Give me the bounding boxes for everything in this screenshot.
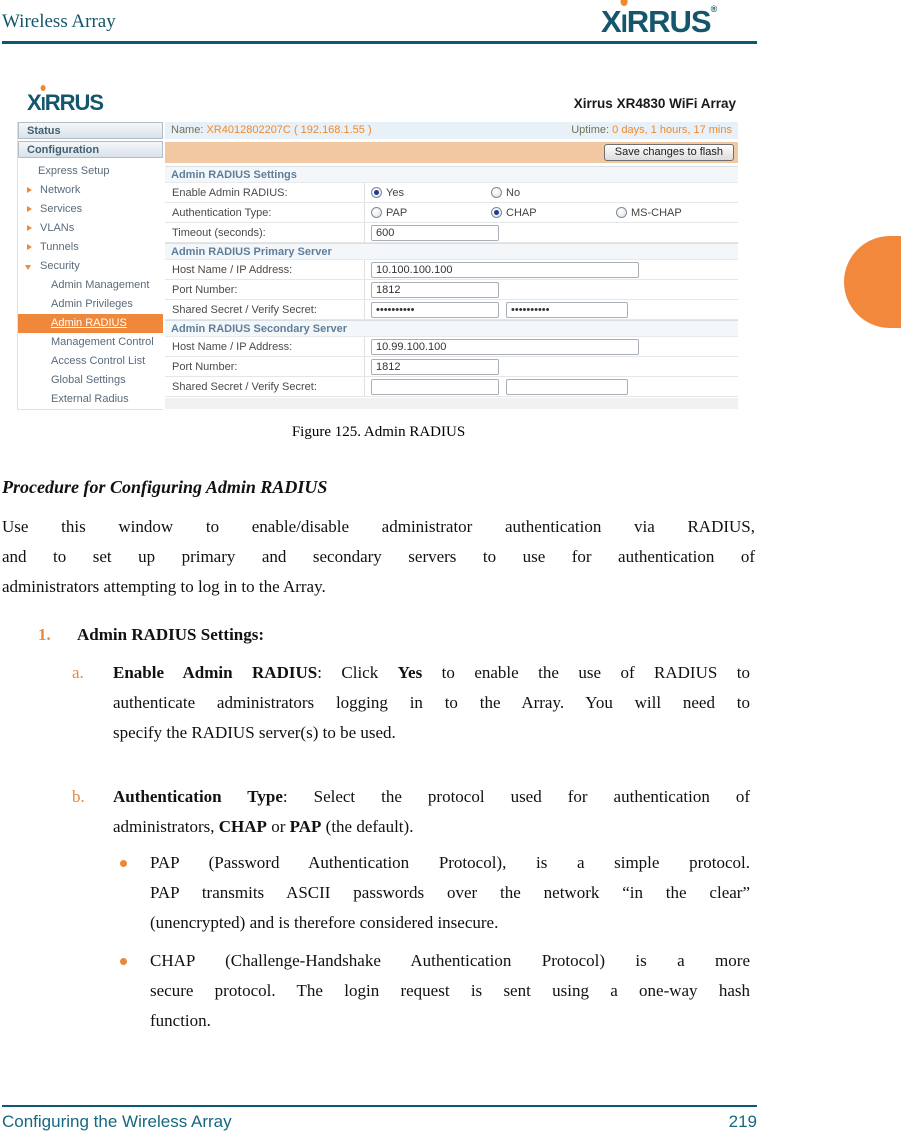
text-line [113, 812, 750, 842]
sidebar-item-label: Security [40, 260, 80, 272]
field-area [365, 223, 738, 242]
chevron-right-icon [27, 187, 32, 193]
field-area [365, 183, 738, 202]
sidebar-item-label: Admin Management [51, 279, 150, 291]
text-segment: PAP [289, 817, 322, 836]
text-line [150, 908, 750, 938]
text-line [2, 542, 755, 572]
text-lines [150, 946, 750, 1036]
text-segment: administrators attempting to log in to the Array. [2, 577, 326, 596]
text-line [150, 976, 750, 1006]
sidebar-item-admin-management[interactable] [18, 276, 163, 295]
bullet-icon [120, 958, 127, 965]
xirrus-logo [601, 4, 717, 40]
radio-unselected-icon [491, 187, 502, 198]
text-line [2, 512, 755, 542]
form-row-shared-secret-verify-secret [165, 300, 738, 320]
form-row-enable-admin-radius [165, 183, 738, 203]
field-label: Port Number: [165, 357, 365, 376]
sidebar [17, 122, 163, 410]
sidebar-item-security[interactable] [18, 257, 163, 276]
embedded-screenshot [17, 84, 738, 410]
sidebar-header-status[interactable]: Status [18, 122, 163, 139]
radio-option-pap[interactable] [371, 207, 491, 219]
radio-unselected-icon [616, 207, 627, 218]
chevron-down-icon [25, 265, 31, 270]
text-line [113, 782, 750, 812]
name-value: XR4012802207C [206, 124, 291, 136]
array-uptime [571, 122, 732, 139]
ip-value: ( 192.168.1.55 ) [293, 124, 372, 136]
text-line [77, 620, 264, 650]
footer-rule [2, 1105, 757, 1107]
field-area [365, 300, 738, 319]
section-header-admin-radius-secondary-server: Admin RADIUS Secondary Server [165, 320, 738, 337]
sidebar-item-label: Services [40, 203, 83, 215]
field-area [365, 203, 738, 222]
header-rule [2, 41, 757, 44]
text-line [150, 946, 750, 976]
sidebar-item-access-control-list[interactable] [18, 352, 163, 371]
bullet-icon [120, 860, 127, 867]
form-row-shared-secret-verify-secret [165, 377, 738, 397]
list-marker: 1. [38, 625, 51, 644]
form-row-host-name-ip-address [165, 260, 738, 280]
sidebar-item-services[interactable] [18, 200, 163, 219]
text-segment: administrators, [113, 817, 219, 836]
footer-section-title: Configuring the Wireless Array [2, 1112, 232, 1131]
text-segment: Yes [397, 663, 423, 682]
sidebar-item-label: Global Settings [51, 374, 126, 386]
logo-letters: RRUS [44, 90, 104, 115]
page-edge-tab [844, 236, 901, 328]
text-lines [150, 848, 750, 938]
logo-dot-icon [620, 0, 627, 6]
sidebar-item-vlans[interactable] [18, 219, 163, 238]
sidebar-item-network[interactable] [18, 181, 163, 200]
text-segment: Enable Admin RADIUS [113, 663, 318, 682]
name-label: Name: [171, 124, 204, 136]
sidebar-item-external-radius[interactable] [18, 390, 163, 409]
input-host-name-ip-address[interactable] [371, 339, 639, 355]
input-shared-secret-verify-secret-verify[interactable] [506, 379, 628, 395]
input-port-number[interactable] [371, 359, 499, 375]
text-lines [77, 620, 264, 650]
array-name [171, 122, 372, 139]
uptime-label: Uptime: [571, 124, 610, 136]
logo-letter: X [27, 90, 41, 115]
intro-paragraph [2, 512, 755, 602]
logo-i: I [621, 4, 627, 40]
sidebar-item-label: Network [40, 184, 81, 196]
radio-option-no[interactable] [491, 187, 616, 199]
list-item-1 [38, 620, 264, 650]
text-segment: function. [150, 1011, 211, 1030]
radio-selected-icon [371, 187, 382, 198]
chevron-right-icon [27, 244, 32, 250]
field-label: Authentication Type: [165, 203, 365, 222]
sidebar-item-label: Admin RADIUS [51, 317, 127, 329]
radio-selected-icon [491, 207, 502, 218]
section-header-admin-radius-settings: Admin RADIUS Settings [165, 166, 738, 183]
radio-option-label: Yes [386, 186, 404, 199]
text-segment: : Click [317, 663, 398, 682]
sidebar-item-management-control[interactable] [18, 333, 163, 352]
sidebar-item-global-settings[interactable] [18, 371, 163, 390]
array-title: Xirrus XR4830 WiFi Array [573, 95, 736, 111]
radio-option-label: CHAP [506, 206, 537, 219]
text-segment: secure protocol. The login request is sent using a one-way hash [150, 981, 750, 1000]
section-header-admin-radius-primary-server: Admin RADIUS Primary Server [165, 243, 738, 260]
field-area [365, 260, 738, 279]
sidebar-item-label: Tunnels [40, 241, 79, 253]
chevron-right-icon [27, 225, 32, 231]
text-line [150, 878, 750, 908]
bullet-pap [118, 848, 750, 938]
text-line [2, 572, 755, 602]
radio-option-chap[interactable] [491, 207, 616, 219]
radio-option-label: PAP [386, 206, 408, 219]
field-area [365, 357, 738, 376]
content-area [165, 122, 738, 409]
field-area [365, 377, 738, 396]
text-line [113, 688, 750, 718]
form-row-port-number [165, 357, 738, 377]
field-label: Timeout (seconds): [165, 223, 365, 242]
bullet-chap [118, 946, 750, 1036]
uptime-value: 0 days, 1 hours, 17 mins [612, 124, 732, 136]
field-label: Shared Secret / Verify Secret: [165, 300, 365, 319]
text-segment: (unencrypted) and is therefore considered insecure. [150, 913, 499, 932]
field-label: Port Number: [165, 280, 365, 299]
radio-unselected-icon [371, 207, 382, 218]
logo-letter: X [601, 4, 621, 39]
text-lines [113, 782, 750, 842]
figure-caption: Figure 125. Admin RADIUS [291, 424, 466, 440]
form-row-host-name-ip-address [165, 337, 738, 357]
list-item-a [72, 658, 750, 748]
field-label: Host Name / IP Address: [165, 337, 365, 356]
registered-mark: ® [710, 4, 718, 14]
sidebar-item-tunnels[interactable] [18, 238, 163, 257]
text-segment: : Select the protocol used for authentication of [282, 787, 751, 806]
text-line [113, 718, 750, 748]
text-lines [113, 658, 750, 748]
text-segment: CHAP (Challenge-Handshake Authentication Protocol) is a more [150, 951, 750, 970]
list-item-b [72, 782, 750, 842]
text-segment: Authentication Type [113, 787, 283, 806]
form-row-port-number [165, 280, 738, 300]
list-marker: b. [72, 787, 85, 806]
screenshot-header [17, 84, 738, 122]
sidebar-item-admin-radius[interactable] [18, 314, 163, 333]
sidebar-item-express-setup[interactable] [18, 162, 163, 181]
sidebar-item-label: External Radius [51, 393, 129, 405]
text-segment: or [266, 817, 290, 836]
text-line [150, 1006, 750, 1036]
sidebar-item-label: Access Control List [51, 355, 146, 367]
text-line [150, 848, 750, 878]
text-segment: to enable the use of RADIUS to [422, 663, 750, 682]
sidebar-header-configuration[interactable]: Configuration [18, 141, 163, 158]
sidebar-item-label: Express Setup [38, 165, 110, 177]
screenshot-footer-strip [165, 398, 738, 409]
field-area [365, 280, 738, 299]
text-segment: Admin RADIUS Settings: [77, 625, 265, 644]
save-changes-button[interactable]: Save changes to flash [604, 144, 734, 161]
input-shared-secret-verify-secret[interactable] [371, 379, 499, 395]
xirrus-logo-small [27, 90, 103, 116]
field-label: Enable Admin RADIUS: [165, 183, 365, 202]
sidebar-item-label: Admin Privileges [51, 298, 133, 310]
chevron-right-icon [27, 206, 32, 212]
footer-page-number: 219 [728, 1112, 757, 1131]
text-segment: specify the RADIUS server(s) to be used. [113, 723, 396, 742]
text-lines [2, 512, 755, 602]
field-label: Host Name / IP Address: [165, 260, 365, 279]
sidebar-item-label: Management Control [51, 336, 154, 348]
page-footer [2, 1112, 757, 1132]
text-segment: authenticate administrators logging in to the Array. You will need to [113, 693, 750, 712]
text-segment: CHAP [218, 817, 267, 836]
form-sections [165, 166, 738, 397]
text-line [113, 658, 750, 688]
text-segment: PAP transmits ASCII passwords over the network “in the clear” [150, 883, 750, 902]
form-row-authentication-type [165, 203, 738, 223]
field-area [365, 337, 738, 356]
procedure-heading: Procedure for Configuring Admin RADIUS [2, 477, 328, 497]
text-segment: (the default). [321, 817, 414, 836]
radio-option-yes[interactable] [371, 187, 491, 199]
radio-option-ms-chap[interactable] [616, 207, 682, 219]
logo-i: I [41, 90, 45, 116]
page-title: Wireless Array [2, 11, 116, 32]
input-host-name-ip-address[interactable] [371, 262, 639, 278]
text-segment: PAP (Password Authentication Protocol), is a simple protocol. [150, 853, 750, 872]
input-shared-secret-verify-secret-verify[interactable] [506, 302, 628, 318]
field-label: Shared Secret / Verify Secret: [165, 377, 365, 396]
status-bar [165, 122, 738, 139]
radio-option-label: No [506, 186, 521, 199]
text-segment: and to set up primary and secondary servers to use for authentication of [2, 547, 755, 566]
form-row-timeout-seconds [165, 223, 738, 243]
input-shared-secret-verify-secret[interactable] [371, 302, 499, 318]
text-segment: Use this window to enable/disable administrator authentication via RADIUS, [2, 517, 755, 536]
save-bar [165, 142, 738, 163]
logo-dot-icon [40, 85, 45, 91]
radio-option-label: MS-CHAP [631, 206, 682, 219]
sidebar-item-label: VLANs [40, 222, 75, 234]
sidebar-item-admin-privileges[interactable] [18, 295, 163, 314]
input-timeout-seconds[interactable] [371, 225, 499, 241]
input-port-number[interactable] [371, 282, 499, 298]
list-marker: a. [72, 663, 84, 682]
logo-letters: RRUS [626, 4, 711, 39]
